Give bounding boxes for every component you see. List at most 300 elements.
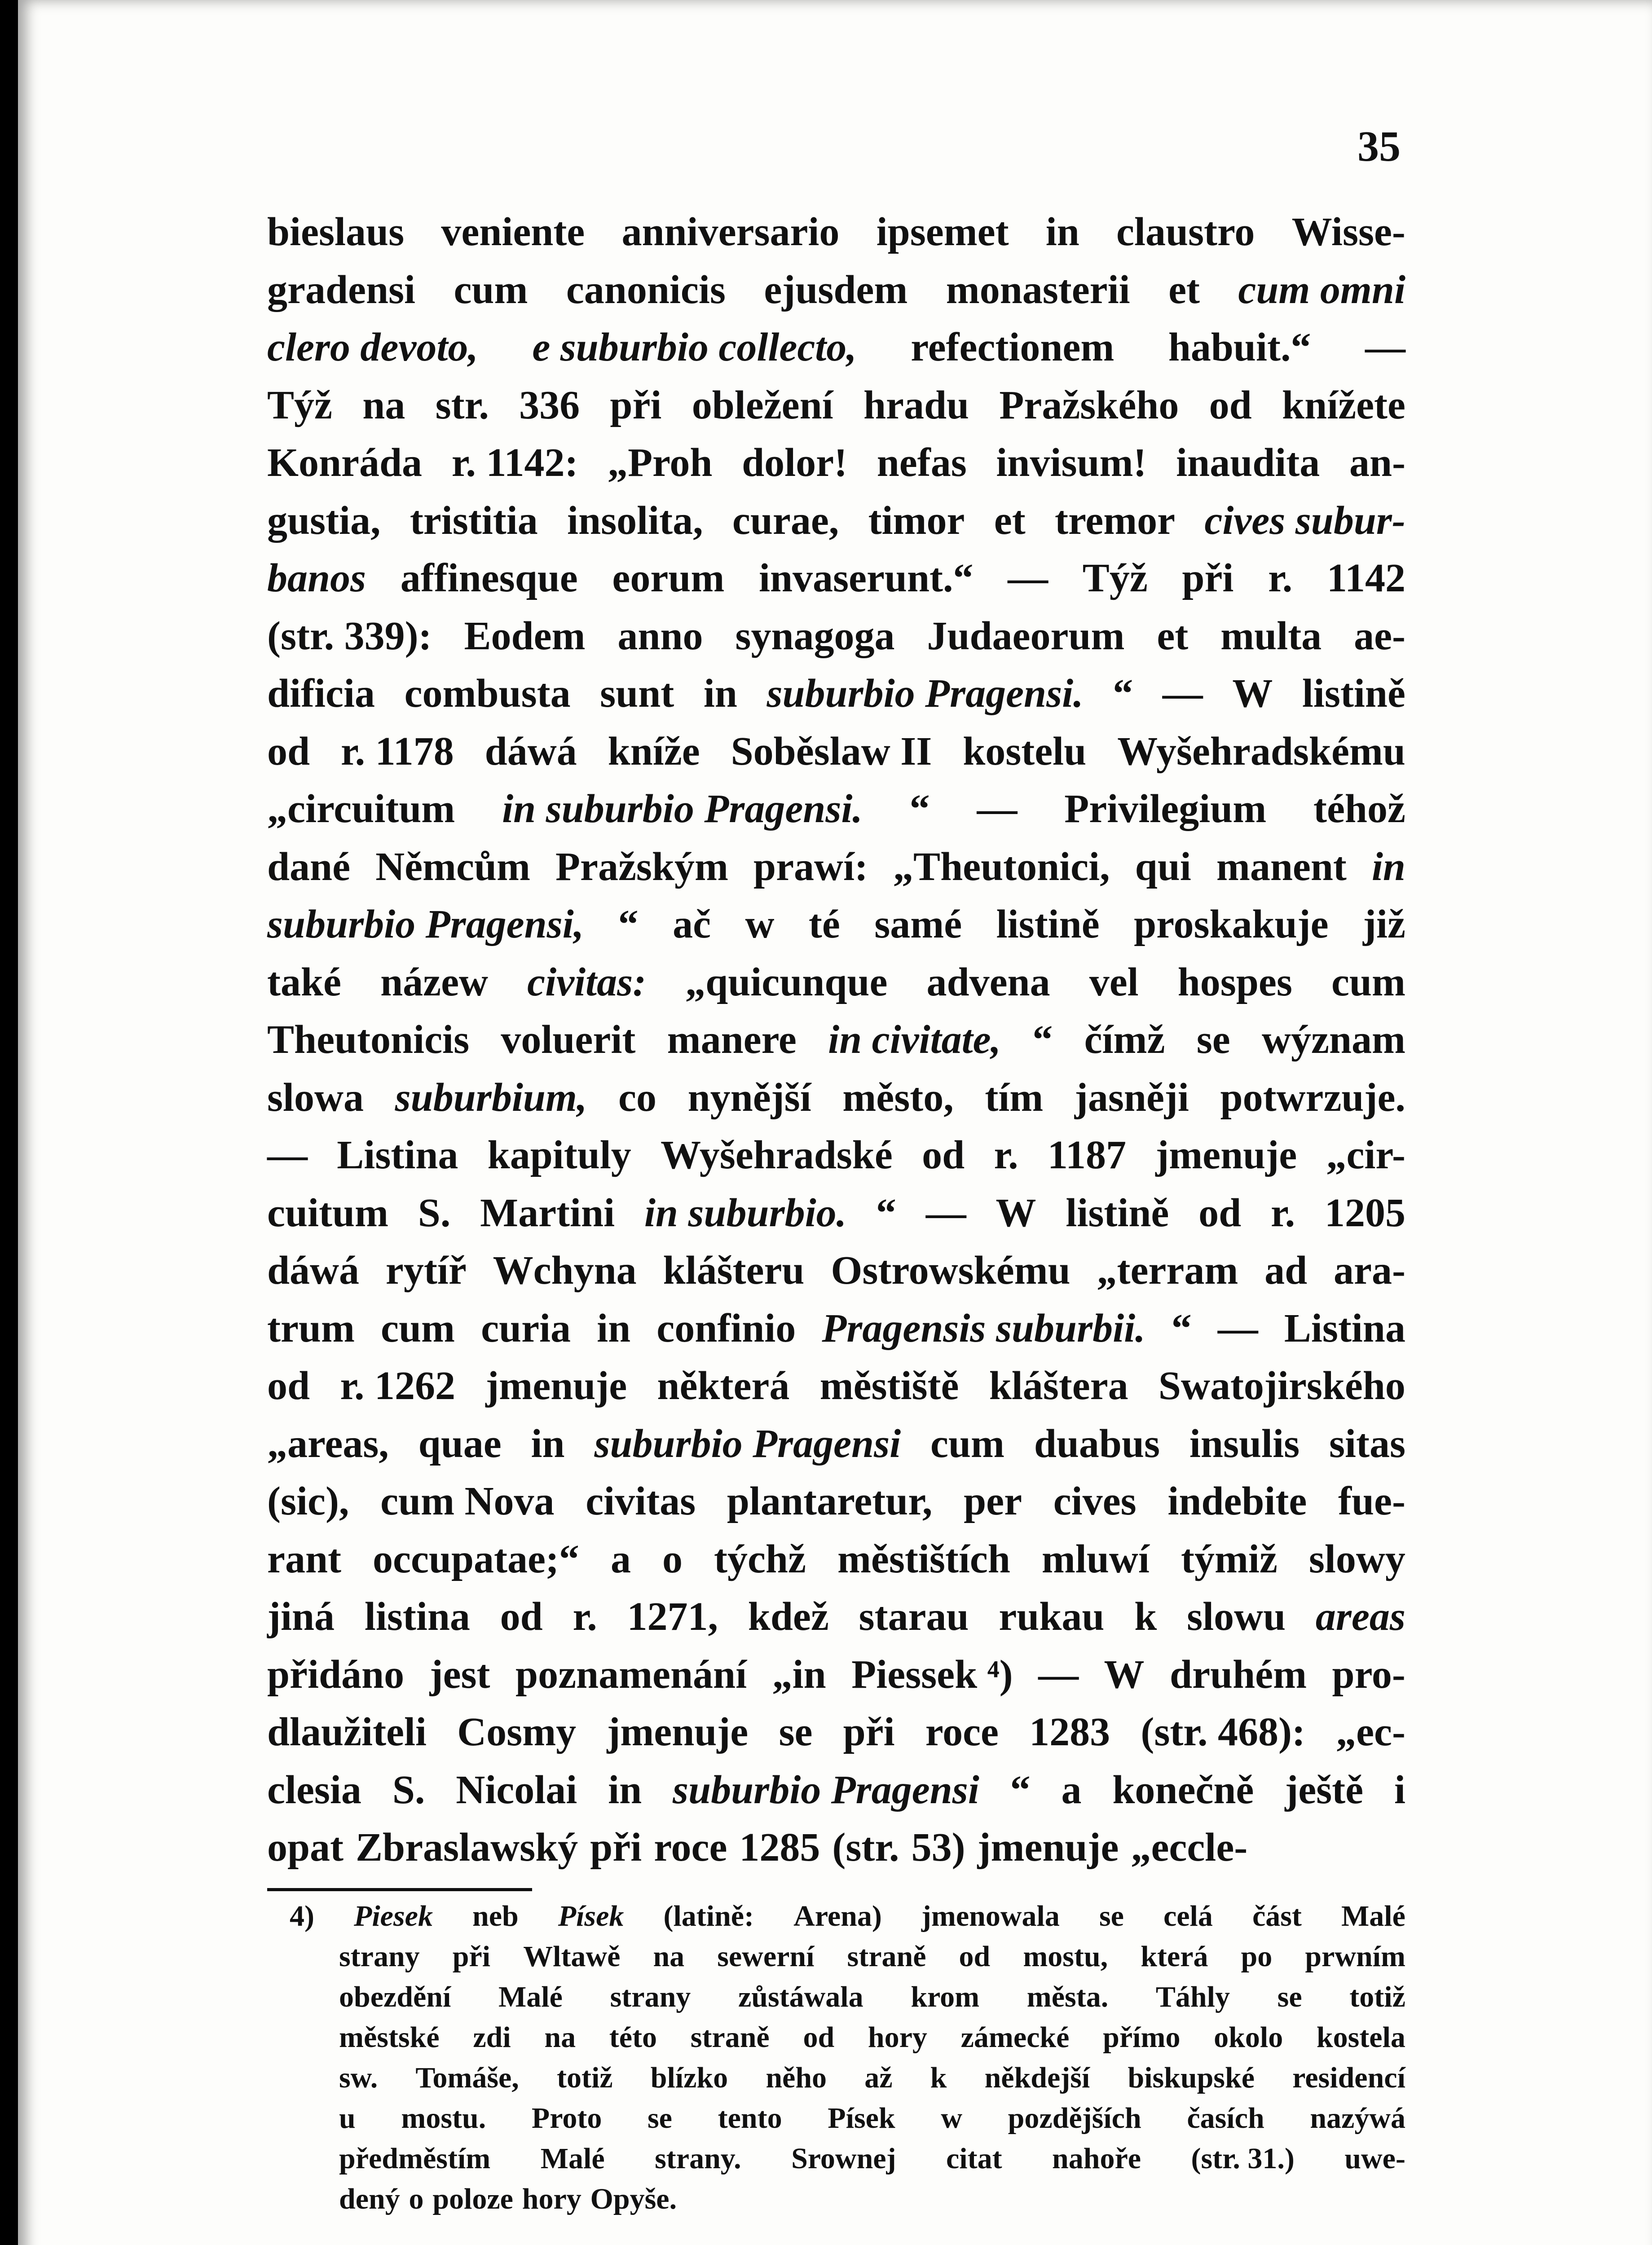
word: a <box>610 1536 631 1581</box>
word: přidáno <box>267 1652 405 1697</box>
word: Privilegium <box>1064 787 1267 831</box>
word: roce <box>925 1710 999 1754</box>
word: se <box>648 2102 672 2135</box>
word: u <box>339 2102 356 2135</box>
word: od <box>1209 383 1252 427</box>
footnote-line <box>267 2101 1405 2142</box>
word: per <box>964 1479 1022 1523</box>
word: konečně <box>1112 1767 1254 1812</box>
word: týmiž <box>1181 1536 1278 1581</box>
text-line <box>267 670 1405 728</box>
word: Malé <box>498 1981 563 2013</box>
word: prwním <box>1305 1940 1405 1973</box>
text-line <box>267 382 1405 440</box>
word: suburbio Pragensi <box>673 1767 979 1812</box>
word: civitas: <box>527 960 647 1004</box>
word: starau <box>859 1594 969 1639</box>
word: o <box>662 1536 683 1581</box>
word: totiž <box>1349 1981 1405 2013</box>
word: areas <box>1315 1594 1405 1639</box>
word: „terram <box>1097 1248 1238 1293</box>
text-line <box>267 1190 1405 1248</box>
word: W <box>1104 1652 1145 1697</box>
word: ipsemet <box>876 210 1009 254</box>
word: cum Nova <box>380 1479 555 1523</box>
word: indebite <box>1167 1479 1307 1523</box>
text-line <box>267 1709 1405 1767</box>
word: nefas <box>877 440 967 485</box>
word: Piesek <box>354 1900 433 1932</box>
body-text <box>267 209 1405 1882</box>
word: obezdění <box>339 1981 451 2013</box>
word: curia <box>481 1306 571 1351</box>
word: od <box>267 1364 310 1408</box>
word: cum <box>381 1306 455 1351</box>
word: 53) <box>911 1825 965 1870</box>
word: “ <box>876 1190 896 1235</box>
footnote-line <box>267 1980 1405 2020</box>
word: hospes <box>1177 960 1292 1004</box>
word: “ <box>1032 1017 1053 1062</box>
word: inaudita <box>1176 440 1320 485</box>
word: této <box>609 2021 657 2054</box>
word: Listina <box>1284 1306 1405 1351</box>
word: citat <box>946 2142 1002 2175</box>
word: “ <box>1171 1306 1192 1351</box>
text-line <box>267 555 1405 613</box>
word: listině <box>1302 671 1405 716</box>
word: in <box>531 1421 565 1466</box>
word: invisum! <box>996 440 1147 485</box>
footnote-divider <box>267 1888 532 1891</box>
word: advena <box>926 960 1050 1004</box>
word: kostela <box>1316 2021 1405 2054</box>
word: pro- <box>1332 1652 1405 1697</box>
word: occupatae;“ <box>373 1536 579 1581</box>
word: neb <box>472 1900 519 1932</box>
word: r. 1178 <box>341 729 454 774</box>
word: 1142 <box>1326 556 1405 600</box>
word: — <box>1162 671 1203 716</box>
word: strany. <box>655 2142 741 2175</box>
footnote-line <box>267 2142 1405 2182</box>
word: a <box>1061 1767 1082 1812</box>
word: strany <box>339 1940 420 1973</box>
word: — <box>925 1190 966 1235</box>
word: jmenuje <box>977 1825 1119 1870</box>
word: 1285 <box>739 1825 820 1870</box>
word: insolita, <box>567 498 703 543</box>
word: některá <box>657 1364 790 1408</box>
word: Theutonicis <box>267 1017 470 1062</box>
word: k <box>1134 1594 1157 1639</box>
word: co <box>618 1075 656 1120</box>
word: cum <box>1331 960 1405 1004</box>
word: suburbio Pragensi <box>594 1421 901 1466</box>
word: str. <box>435 383 489 427</box>
word: názew <box>380 960 489 1004</box>
word: in <box>608 1767 642 1812</box>
word: Cosmy <box>457 1710 577 1754</box>
word: ač <box>673 902 711 946</box>
word: „ec- <box>1336 1710 1405 1754</box>
word: při <box>610 383 662 427</box>
word: manere <box>667 1017 797 1062</box>
word: multa <box>1220 613 1322 658</box>
word: Konráda <box>267 440 423 485</box>
word: rukau <box>999 1594 1105 1639</box>
word: in <box>1371 844 1405 889</box>
word: poloze <box>432 2183 513 2215</box>
footnote-line <box>267 2182 1405 2223</box>
word: 1187 <box>1047 1133 1126 1177</box>
text-line <box>267 1767 1405 1825</box>
word: residencí <box>1292 2061 1405 2094</box>
word: r. 1262 <box>340 1364 455 1408</box>
word: i <box>1394 1767 1405 1812</box>
word: zůstáwala <box>738 1981 863 2013</box>
word: W <box>1232 671 1273 716</box>
word: nazýwá <box>1310 2102 1405 2135</box>
word: W <box>996 1190 1036 1235</box>
word: 336 <box>519 383 580 427</box>
word: Wchyna <box>493 1248 637 1293</box>
word: dený <box>339 2183 400 2215</box>
text-line <box>267 1132 1405 1190</box>
word: canonicis <box>566 267 726 312</box>
word: affinesque <box>400 556 578 600</box>
word: totiž <box>556 2061 613 2094</box>
word: dificia <box>267 671 375 716</box>
word: Týž <box>267 383 332 427</box>
word: městiště <box>819 1364 959 1408</box>
word: in suburbio Pragensi. <box>502 787 863 831</box>
text-line <box>267 1536 1405 1594</box>
word: městské <box>339 2021 440 2054</box>
footnote-line <box>267 2061 1405 2101</box>
word: prawí: <box>753 844 868 889</box>
word: monasterii <box>946 267 1130 312</box>
word: roce <box>654 1825 727 1870</box>
word: eorum <box>612 556 725 600</box>
text-line <box>267 1478 1405 1536</box>
word: „quicunque <box>685 960 888 1004</box>
word: Nicolai <box>456 1767 577 1812</box>
word: et <box>994 498 1026 543</box>
word: in suburbio. <box>644 1190 847 1235</box>
word: té <box>808 902 840 946</box>
word: sitas <box>1329 1421 1405 1466</box>
word: kdež <box>748 1594 829 1639</box>
word: mostu, <box>1023 1940 1108 1973</box>
word: časích <box>1187 2102 1264 2135</box>
word: „cir- <box>1326 1133 1405 1177</box>
word: cuitum <box>267 1190 388 1235</box>
word: se <box>779 1710 813 1754</box>
word: insulis <box>1189 1421 1300 1466</box>
word: Piessek ⁴) <box>851 1652 1013 1697</box>
word: timor <box>868 498 965 543</box>
word: poznamenání <box>515 1652 747 1697</box>
word: Písek <box>558 1900 624 1932</box>
word: „eccle- <box>1131 1825 1248 1870</box>
word: čímž <box>1084 1017 1165 1062</box>
word: po <box>1241 1940 1273 1973</box>
word: claustro <box>1116 210 1255 254</box>
word: in <box>597 1306 631 1351</box>
word: knížete <box>1282 383 1405 427</box>
word: proskakuje <box>1134 902 1329 946</box>
word: plantaretur, <box>727 1479 933 1523</box>
word: 1283 <box>1029 1710 1110 1754</box>
word: hory <box>522 2183 582 2215</box>
text-line <box>267 1363 1405 1421</box>
word: obležení <box>692 383 833 427</box>
word: při <box>452 1940 491 1973</box>
word: Srownej <box>791 2142 896 2175</box>
word: hory <box>868 2021 927 2054</box>
word: straně <box>690 2021 770 2054</box>
word: suburbium, <box>395 1075 587 1120</box>
word: od <box>803 2021 835 2054</box>
word: — <box>1365 325 1405 370</box>
word: na <box>653 1940 685 1973</box>
word: strany <box>610 1981 691 2013</box>
word: dáwá <box>485 729 577 774</box>
word: přímo <box>1103 2021 1181 2054</box>
word: sunt <box>600 671 674 716</box>
word: od <box>959 1940 991 1973</box>
word: — <box>1008 556 1048 600</box>
text-line <box>267 844 1405 902</box>
word: cives <box>1053 1479 1137 1523</box>
word: (latině: <box>663 1900 754 1932</box>
word: cum <box>454 267 528 312</box>
word: tristitia <box>410 498 538 543</box>
word: tento <box>718 2102 782 2135</box>
word: civitas <box>586 1479 696 1523</box>
word: Proto <box>531 2102 602 2135</box>
word: jmenowala <box>921 1900 1060 1932</box>
word: Eodem <box>464 613 586 658</box>
word: slowu <box>1187 1594 1286 1639</box>
word: dané <box>267 844 351 889</box>
word: ještě <box>1285 1767 1364 1812</box>
word: od <box>922 1133 965 1177</box>
word: S. <box>418 1190 451 1235</box>
word: zdi <box>473 2021 511 2054</box>
word: tremor <box>1054 498 1176 543</box>
word: Wisse- <box>1291 210 1405 254</box>
word: rytíř <box>385 1248 467 1293</box>
word: se <box>1196 1017 1230 1062</box>
text-line <box>267 324 1405 382</box>
word: také <box>267 960 341 1004</box>
word: wýznam <box>1262 1017 1405 1062</box>
word: et <box>1168 267 1200 312</box>
word: manent <box>1216 844 1347 889</box>
word: “ <box>1113 671 1133 716</box>
word: Malé <box>540 2142 605 2175</box>
word: “ <box>909 787 930 831</box>
word: (str. 468): <box>1141 1710 1305 1754</box>
word: trum <box>267 1306 355 1351</box>
word: celá <box>1163 1900 1213 1932</box>
word: někdejší <box>984 2061 1090 2094</box>
word: slowa <box>267 1075 364 1120</box>
text-line <box>267 1017 1405 1074</box>
word: an- <box>1349 440 1405 485</box>
word: zámecké <box>960 2021 1070 2054</box>
word: Ostrowskému <box>831 1248 1070 1293</box>
word: pozdějších <box>1008 2102 1141 2135</box>
text-line <box>267 786 1405 844</box>
word: hradu <box>863 383 969 427</box>
word: r. <box>994 1133 1018 1177</box>
word: na <box>362 383 405 427</box>
word: duabus <box>1034 1421 1160 1466</box>
word: něho <box>766 2061 827 2094</box>
word: jest <box>429 1652 490 1697</box>
word: ejusdem <box>764 267 908 312</box>
word: krom <box>911 1981 980 2013</box>
word: Wltawě <box>523 1940 621 1973</box>
word: in civitate, <box>828 1017 1001 1062</box>
word: tím <box>985 1075 1044 1120</box>
word: Opyše. <box>590 2183 677 2215</box>
text-line <box>267 267 1405 325</box>
word: (str. 31.) <box>1191 2142 1295 2175</box>
word: “ <box>1010 1767 1031 1812</box>
word: o <box>409 2183 424 2215</box>
word: (str. 339): <box>267 613 432 658</box>
word: ad <box>1264 1248 1308 1293</box>
word: quae <box>418 1421 502 1466</box>
word: fue- <box>1338 1479 1405 1523</box>
word: kníže <box>608 729 700 774</box>
word: „Theutonici, <box>893 844 1110 889</box>
word: jiná <box>267 1594 335 1639</box>
word: „in <box>772 1652 826 1697</box>
word: jmenuje <box>1155 1133 1297 1177</box>
word: nahoře <box>1052 2142 1141 2175</box>
word: vel <box>1089 960 1139 1004</box>
footnote-line <box>267 2020 1405 2061</box>
word: jmenuje <box>485 1364 627 1408</box>
text-line <box>267 1651 1405 1709</box>
word: Martini <box>480 1190 615 1235</box>
word: invaserunt.“ <box>758 556 974 600</box>
word: w <box>745 902 775 946</box>
word: Wyšehradské <box>661 1133 893 1177</box>
text-line <box>267 901 1405 959</box>
word: curae, <box>732 498 839 543</box>
text-line <box>267 440 1405 497</box>
word: anniversario <box>621 210 840 254</box>
text-line <box>267 959 1405 1017</box>
word: (str. <box>832 1825 899 1870</box>
word: Pražským <box>555 844 728 889</box>
word: r. <box>1268 556 1293 600</box>
book-page <box>18 0 1652 2245</box>
word: cum omni <box>1238 267 1405 312</box>
text-line <box>267 1824 1405 1882</box>
word: 1271, <box>627 1594 718 1639</box>
word: biskupské <box>1128 2061 1255 2094</box>
word: k <box>930 2061 947 2094</box>
word: confinio <box>656 1306 796 1351</box>
word: klášteru <box>663 1248 805 1293</box>
word: banos <box>267 556 366 600</box>
text-line <box>267 613 1405 671</box>
footnote-line <box>267 1899 1405 1940</box>
word: Soběslaw II <box>731 729 932 774</box>
word: anno <box>617 613 703 658</box>
word: rant <box>267 1536 341 1581</box>
word: města. <box>1026 1981 1109 2013</box>
word: město, <box>842 1075 954 1120</box>
word: e suburbio collecto, <box>532 325 857 370</box>
text-line <box>267 1421 1405 1479</box>
word: část <box>1252 1900 1302 1932</box>
text-line <box>267 1305 1405 1363</box>
word: r. <box>573 1594 597 1639</box>
word: Pražského <box>999 383 1179 427</box>
word: dolor! <box>742 440 848 485</box>
word: listině <box>1066 1190 1169 1235</box>
word: uwe- <box>1344 2142 1405 2175</box>
word: listině <box>996 902 1100 946</box>
word: straně <box>847 1940 926 1973</box>
text-line <box>267 209 1405 267</box>
word: habuit.“ <box>1168 325 1311 370</box>
word: při <box>843 1710 895 1754</box>
word: — <box>267 1133 308 1177</box>
word: veniente <box>441 210 585 254</box>
word: Zbraslawský <box>356 1825 578 1870</box>
word: mostu. <box>401 2102 486 2135</box>
word: clero devoto, <box>267 325 478 370</box>
word: voluerit <box>501 1017 636 1062</box>
word: sw. <box>339 2061 378 2094</box>
word: Judaeorum <box>927 613 1125 658</box>
word: jmenuje <box>607 1710 749 1754</box>
word: Táhly <box>1155 1981 1230 2013</box>
word: kostelu <box>963 729 1087 774</box>
word: která <box>1141 1940 1208 1973</box>
word: nynější <box>687 1075 811 1120</box>
word: bieslaus <box>267 210 405 254</box>
word: se <box>1277 1981 1302 2013</box>
word: suburbio Pragensi, <box>267 902 584 946</box>
word: in <box>1045 210 1079 254</box>
word: cum <box>930 1421 1004 1466</box>
word: blízko <box>650 2061 728 2094</box>
word: Malé <box>1341 1900 1405 1932</box>
word: Listina <box>337 1133 458 1177</box>
word: S. <box>392 1767 425 1812</box>
word: Swatojirského <box>1158 1364 1405 1408</box>
word: téhož <box>1313 787 1405 831</box>
word: „areas, <box>267 1421 389 1466</box>
word: qui <box>1135 844 1191 889</box>
word: při <box>1182 556 1234 600</box>
word: 4) <box>290 1900 314 1932</box>
word: cives subur- <box>1204 498 1405 543</box>
word: dáwá <box>267 1248 360 1293</box>
word: in <box>703 671 737 716</box>
word: refectionem <box>911 325 1115 370</box>
